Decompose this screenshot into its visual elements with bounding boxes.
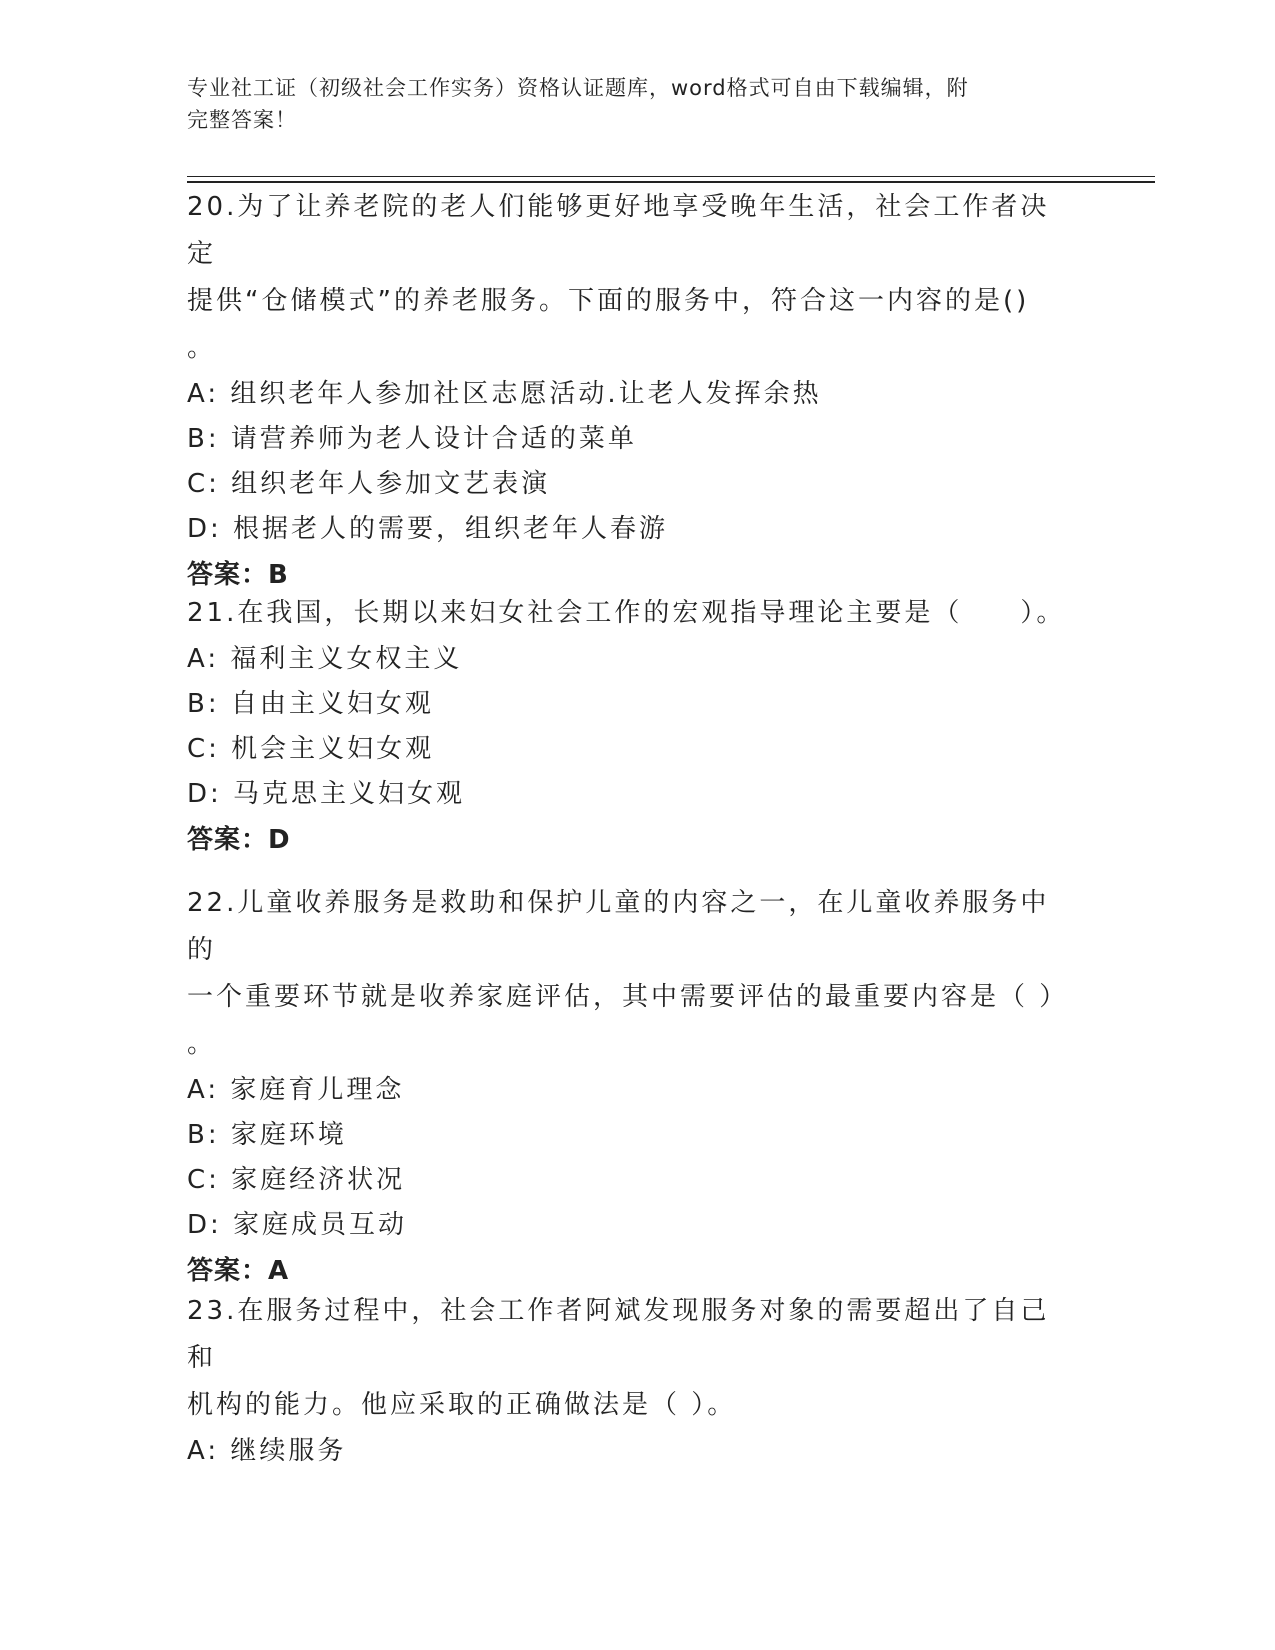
question-stem-line: 提供“仓储模式”的养老服务。下面的服务中，符合这一内容的是() <box>187 286 1030 316</box>
option-a: A: 继续服务 <box>187 1436 347 1466</box>
option-c: C: 组织老年人参加文艺表演 <box>187 469 551 499</box>
document-header <box>187 72 1067 136</box>
option-b: B: 家庭环境 <box>187 1120 347 1150</box>
option-b: B: 请营养师为老人设计合适的菜单 <box>187 424 637 454</box>
question-stem-line: 21.在我国，长期以来妇女社会工作的宏观指导理论主要是（ ）。 <box>187 598 1066 628</box>
option-d: D: 根据老人的需要，组织老年人春游 <box>187 514 669 544</box>
question-stem-line: 22.儿童收养服务是救助和保护儿童的内容之一，在儿童收养服务中的 <box>187 888 1050 965</box>
option-b: B: 自由主义妇女观 <box>187 689 434 719</box>
question-stem-line: 。 <box>187 1029 217 1059</box>
header-line-2: 完整答案！ <box>187 108 297 132</box>
option-d: D: 马克思主义妇女观 <box>187 779 466 809</box>
header-divider-thick <box>187 181 1155 183</box>
option-a: A: 家庭育儿理念 <box>187 1075 405 1105</box>
header-line-1: 专业社工证（初级社会工作实务）资格认证题库，word格式可自由下载编辑，附 <box>187 76 969 100</box>
header-divider-thin <box>187 176 1155 177</box>
question-20 <box>187 184 1067 599</box>
option-a: A: 福利主义女权主义 <box>187 644 463 674</box>
question-stem-line: 。 <box>187 333 217 363</box>
question-23 <box>187 1288 1067 1474</box>
option-c: C: 机会主义妇女观 <box>187 734 435 764</box>
option-d: D: 家庭成员互动 <box>187 1210 408 1240</box>
question-21 <box>187 590 1067 864</box>
option-a: A: 组织老年人参加社区志愿活动.让老人发挥余热 <box>187 379 822 409</box>
answer-label: 答案：D <box>187 825 291 855</box>
answer-label: 答案：B <box>187 560 289 590</box>
question-stem-line: 一个重要环节就是收养家庭评估，其中需要评估的最重要内容是（ ） <box>187 982 1069 1012</box>
question-22 <box>187 880 1067 1295</box>
question-stem-line: 20.为了让养老院的老人们能够更好地享受晚年生活，社会工作者决定 <box>187 192 1050 269</box>
option-c: C: 家庭经济状况 <box>187 1165 406 1195</box>
answer-label: 答案：A <box>187 1256 290 1286</box>
question-stem-line: 23.在服务过程中，社会工作者阿斌发现服务对象的需要超出了自己和 <box>187 1296 1050 1373</box>
question-stem-line: 机构的能力。他应采取的正确做法是（ ）。 <box>187 1390 737 1420</box>
